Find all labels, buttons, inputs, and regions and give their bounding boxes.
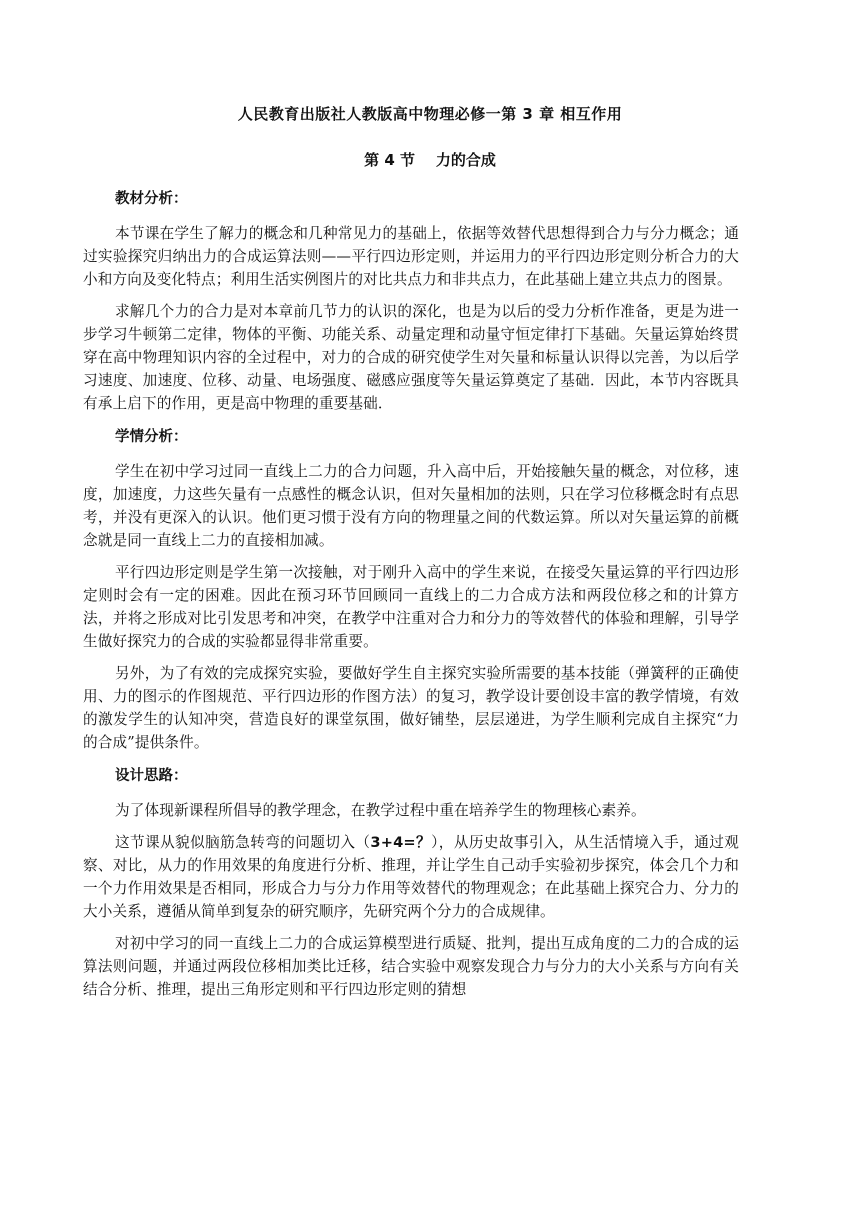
paragraph: 求解几个力的合力是对本章前几节力的认识的深化，也是为以后的受力分析作准备，更是为进一步学习牛顿第二定律，物体的平衡、功能关系、动量定理和动量守恒定律打下基础。矢量运算始终贯穿在高中物理知识内容的全过程中，对力的合成的研究使学生对矢量和标量认识得以完善，为以后学习速度、加速度、位移、动量、电场强度、磁感应强度等矢量运算奠定了基础．因此，本节内容既具有承上启下的作用，更是高中物理的重要基础． — [83, 303, 739, 412]
paragraph: 本节课在学生了解力的概念和几种常见力的基础上，依据等效替代思想得到合力与分力概念；通过实验探究归纳出力的合成运算法则——平行四边形定则，并运用力的平行四边形定则分析合力的大小和方向及变化特点；利用生活实例图片的对比共点力和非共点力，在此基础上建立共点力的图景。 — [83, 225, 739, 288]
inline-formula: 3+4=？ — [370, 834, 432, 851]
paragraph: 为了体现新课程所倡导的教学理念，在教学过程中重在培养学生的物理核心素养。 — [115, 802, 646, 819]
heading-design-ideas: 设计思路： — [115, 768, 188, 784]
document-body — [83, 186, 739, 1010]
section-title: 第 4 节 力的合成 — [364, 151, 496, 169]
paragraph: 平行四边形定则是学生第一次接触，对于刚升入高中的学生来说，在接受矢量运算的平行四边形定则时会有一定的困难。因此在预习环节回顾同一直线上的二力合成方法和两段位移之和的计算方法，并将之形成对比引发思考和冲突，在教学中注重对合力和分力的等效替代的体验和理解，引导学生做好探究力的合成的实验都显得非常重要。 — [83, 564, 739, 650]
paragraph: 对初中学习的同一直线上二力的合成运算模型进行质疑、批判，提出互成角度的二力的合成的运算法则问题，并通过两段位移相加类比迁移，结合实验中观察发现合力与分力的大小关系与方向有关结合分析、推理，提出三角形定则和平行四边形定则的猜想 — [83, 935, 739, 998]
heading-student-analysis: 学情分析： — [115, 429, 188, 445]
paragraph: 另外，为了有效的完成探究实验，要做好学生自主探究实验所需要的基本技能（弹簧秤的正确使用、力的图示的作图规范、平行四边形的作图方法）的复习，教学设计要创设丰富的教学情境，有效的激发学生的认知冲突，营造良好的课堂氛围，做好铺垫，层层递进，为学生顺利完成自主探究“力的合成”提供条件。 — [83, 665, 739, 751]
paragraph-text-before: 这节课从貌似脑筋急转弯的问题切入（ — [115, 834, 371, 851]
heading-textbook-analysis: 教材分析： — [115, 191, 188, 207]
document-title: 人民教育出版社人教版高中物理必修一第 3 章 相互作用 — [237, 105, 623, 123]
paragraph: 学生在初中学习过同一直线上二力的合力问题，升入高中后，开始接触矢量的概念，对位移，速度，加速度，力这些矢量有一点感性的概念认识，但对矢量相加的法则，只在学习位移概念时有点思考，并没有更深入的认识。他们更习惯于没有方向的物理量之间的代数运算。所以对矢量运算的前概念就是同一直线上二力的直接相加减。 — [83, 463, 739, 549]
paragraph-text-after: ），从历史故事引入，从生活情境入手，通过观察、对比，从力的作用效果的角度进行分析、推理，并让学生自己动手实验初步探究，体会几个力和一个力作用效果是否相同，形成合力与分力作用等效替代的物理观念；在此基础上探究合力、分力的大小关系，遵循从简单到复杂的研究顺序，先研究两个分力的合成规律。 — [83, 834, 739, 920]
paragraph-with-formula — [83, 831, 739, 923]
